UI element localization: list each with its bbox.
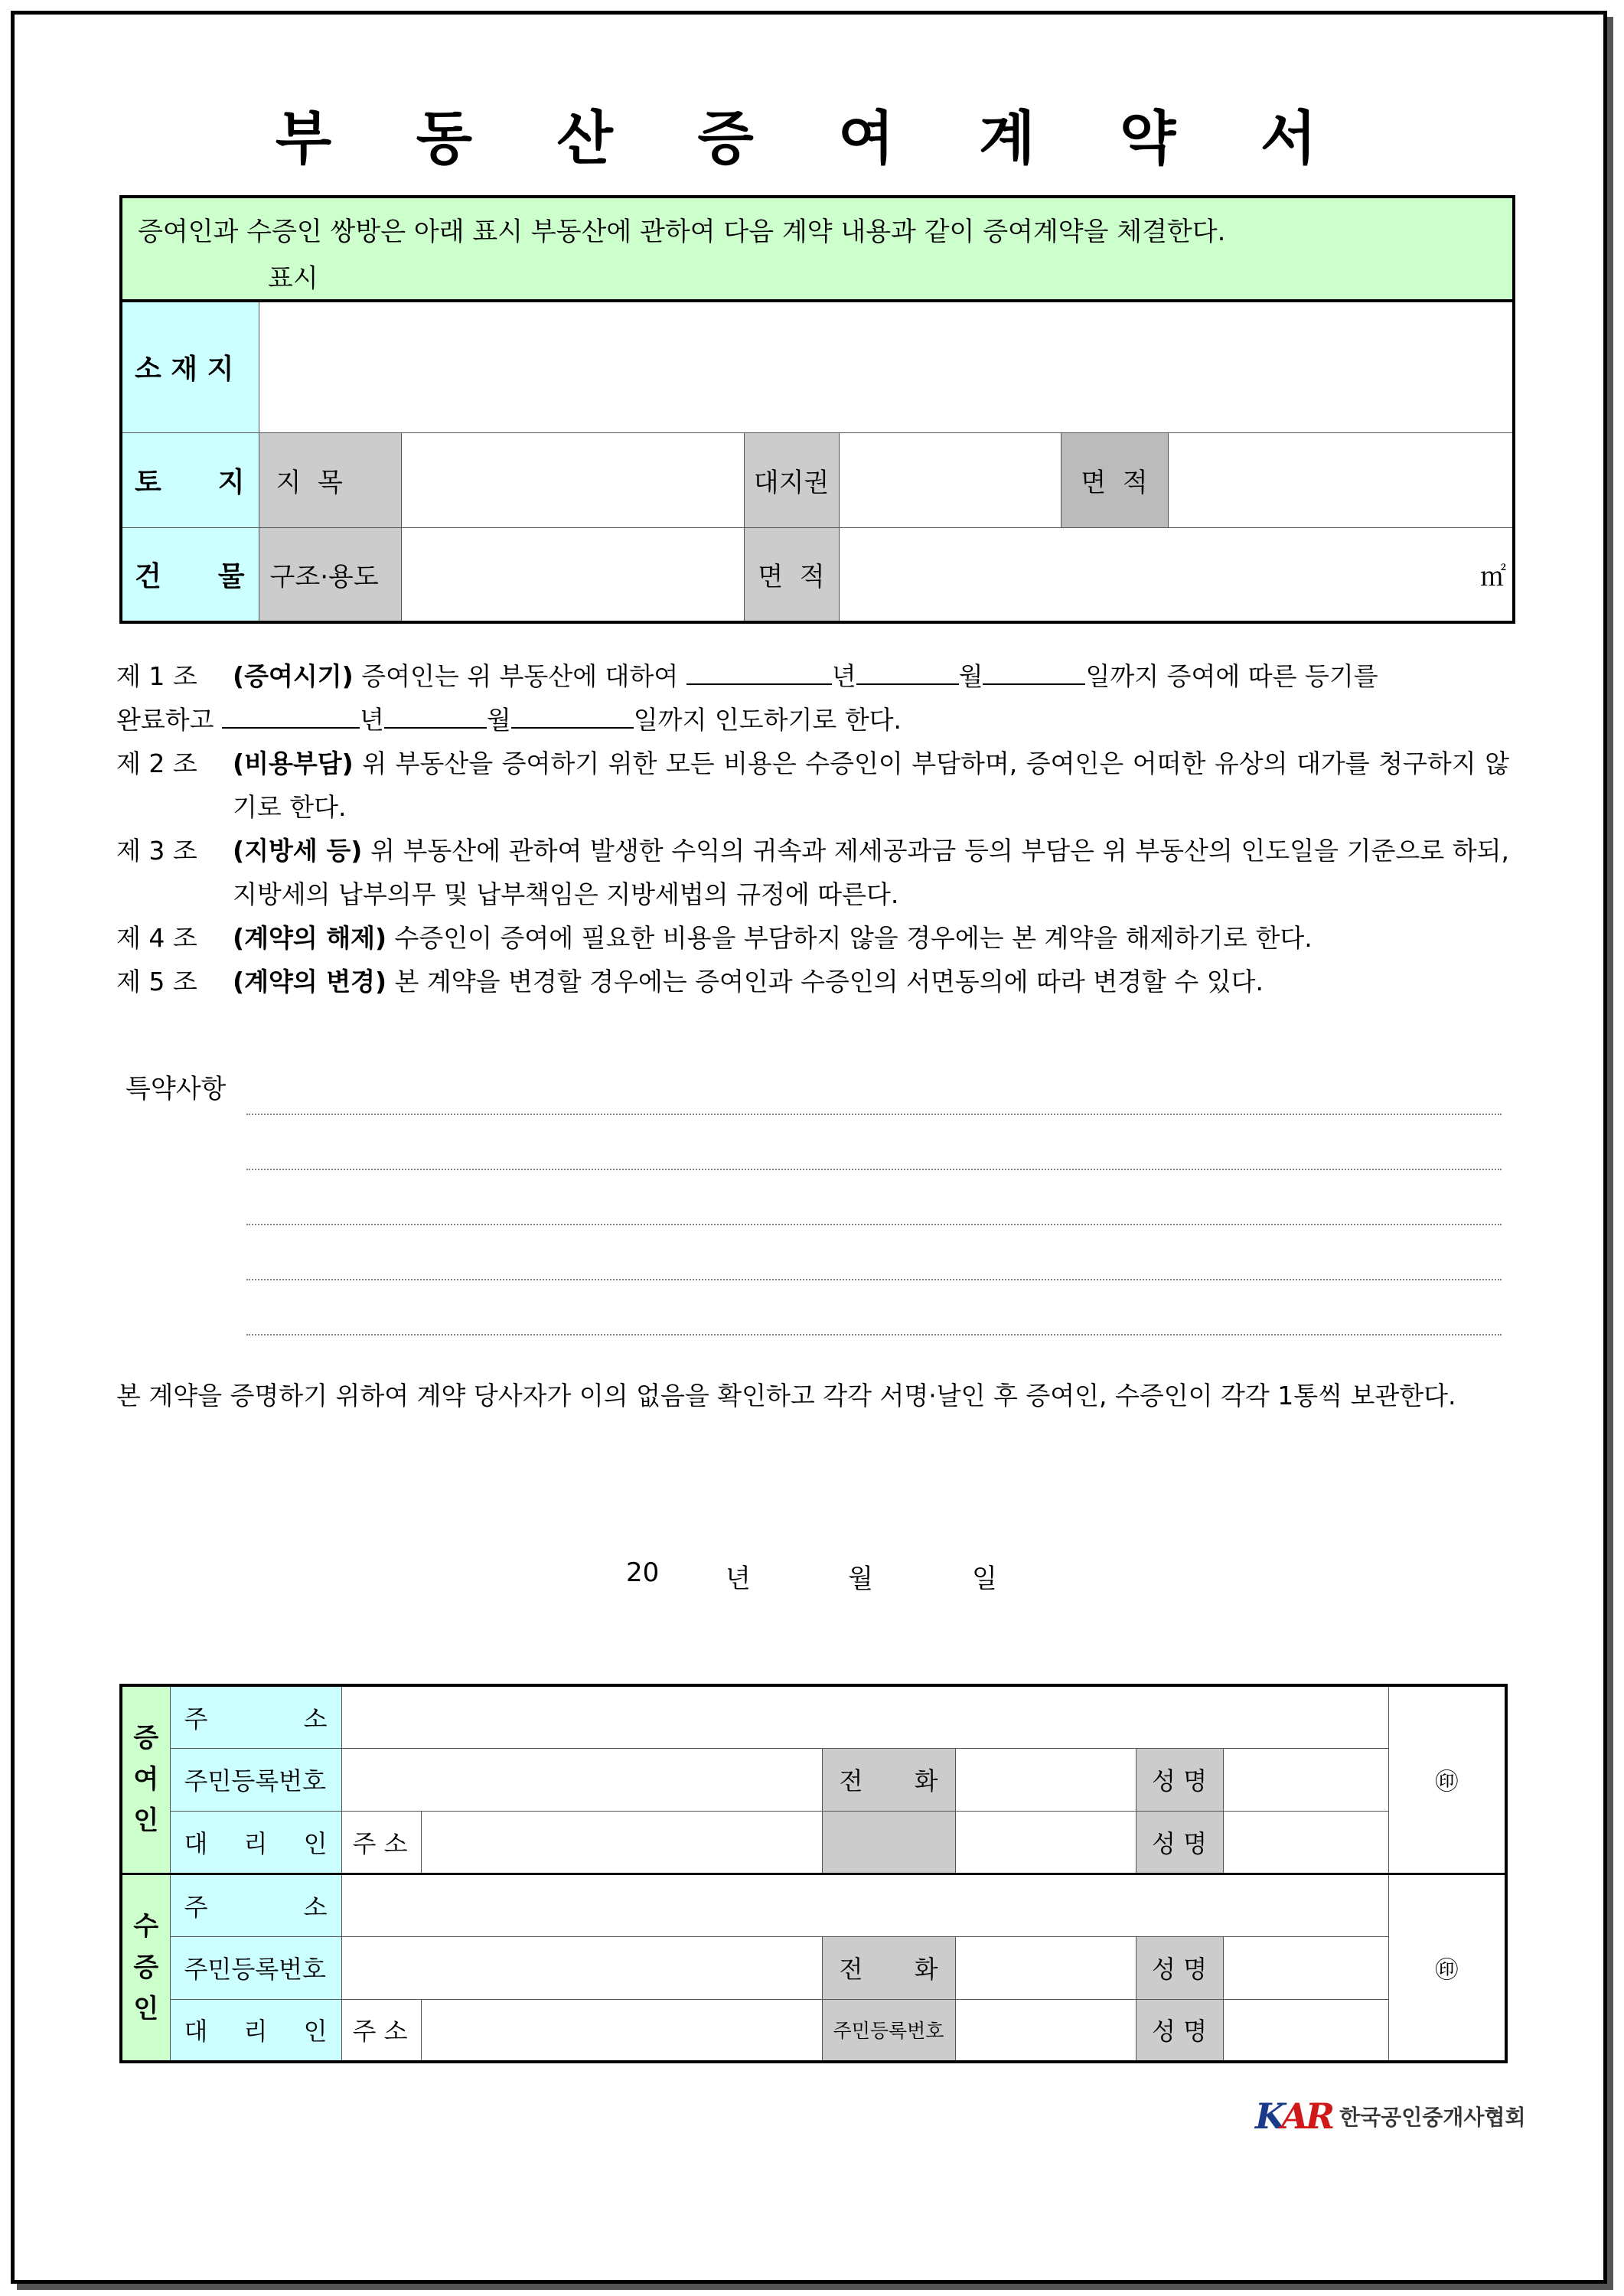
donor-address-label: 주 소	[170, 1685, 341, 1748]
donor-seal: ㊞	[1388, 1685, 1506, 1874]
donor-name-label: 성 명	[1136, 1748, 1223, 1811]
land-right-field[interactable]	[839, 432, 1061, 527]
intro-display-label: 표시	[268, 263, 318, 294]
building-structure-label: 구조·용도	[259, 527, 401, 622]
land-category-label: 지 목	[259, 432, 401, 527]
donee-agent-label: 대 리 인	[170, 1999, 341, 2062]
donor-name-field[interactable]	[1223, 1748, 1388, 1811]
donee-phone-field[interactable]	[955, 1936, 1136, 1999]
donee-agent-address-label: 주 소	[341, 1999, 421, 2062]
donee-role-label: 수 증 인	[121, 1874, 170, 2062]
donor-role-label: 증 여 인	[121, 1685, 170, 1874]
delivery-year-blank[interactable]	[222, 700, 360, 729]
land-area-field[interactable]	[1168, 432, 1514, 527]
land-category-field[interactable]	[401, 432, 744, 527]
donee-agent-resident-no-field[interactable]	[955, 1999, 1136, 2062]
donor-phone-label: 전 화	[822, 1748, 955, 1811]
donor-agent-name-label: 성 명	[1136, 1811, 1223, 1874]
building-area-field[interactable]	[839, 527, 1514, 622]
location-label: 소 재 지	[121, 301, 259, 432]
donee-name-field[interactable]	[1223, 1936, 1388, 1999]
area-unit: ㎡	[1480, 561, 1507, 592]
article-2: 제 2 조 (비용부담) 위 부동산을 증여하기 위한 모든 비용은 수증인이 부담하며, 증여인은 어떠한 유상의 대가를 청구하지 않기로 한다.	[116, 748, 1509, 822]
donor-resident-no-field[interactable]	[341, 1748, 822, 1811]
donee-address-label: 주 소	[170, 1874, 341, 1936]
donor-agent-address-label: 주 소	[341, 1811, 421, 1874]
special-terms-line[interactable]	[246, 1114, 1502, 1115]
donor-agent-name-field[interactable]	[1223, 1811, 1388, 1874]
closing-statement: 본 계약을 증명하기 위하여 계약 당사자가 이의 없음을 확인하고 각각 서명·날인 후 증여인, 수증인이 각각 1통씩 보관한다.	[116, 1381, 1456, 1411]
special-terms-line[interactable]	[246, 1334, 1502, 1336]
donee-address-field[interactable]	[341, 1874, 1388, 1936]
land-label: 토 지	[121, 432, 259, 527]
building-structure-field[interactable]	[401, 527, 744, 622]
transfer-month-blank[interactable]	[856, 656, 959, 685]
transfer-year-blank[interactable]	[686, 656, 832, 685]
donee-agent-address-field[interactable]	[421, 1999, 822, 2062]
special-terms-line[interactable]	[246, 1224, 1502, 1225]
articles-section: 제 1 조 (증여시기) 증여인는 위 부동산에 대하여 년 월 일까지 증여에 따른 등기를 완료하고 년 월 일까지 인도하기로 한다. 제 2 조 (비용부담) 위 부동산을 증여하기 위한 모든 비용은 수증인이 부담하며, 증여인은 어떠한 유상의 대가를 청구하지 않기로 한다. 제 3 조 (지방세 등) 위 부동산에 관하여 발생한 수익의 귀속과 제세공과금 등의 부담은 위 부동산의 인도일을 기준으로 하되, 지방세의 납부의무 및 납부책임은 지방세법의 규정에 따른다. 제 4 조 (계약의 해제) 수증인이 증여에 필요한 비용을 부담하지 않을 경우에는 본 계약을 해제하기로 한다. 제 5 조 (계약의 변경) 본 계약을 변경할 경우에는 증여인과 수증인의 서면동의에 따라 변경할 수 있다.	[116, 654, 1509, 1003]
donee-agent-name-label: 성 명	[1136, 1999, 1223, 2062]
intro-cell	[121, 197, 1514, 301]
donee-resident-no-label: 주민등록번호	[170, 1936, 341, 1999]
delivery-day-blank[interactable]	[511, 700, 634, 729]
building-label: 건 물	[121, 527, 259, 622]
property-table	[119, 195, 1515, 624]
donee-agent-resident-no-label: 주민등록번호	[822, 1999, 955, 2062]
donee-phone-label: 전 화	[822, 1936, 955, 1999]
document-title: 부 동 산 증 여 계 약 서	[275, 104, 1349, 172]
land-area-label: 면 적	[1061, 432, 1168, 527]
special-terms-line[interactable]	[246, 1169, 1502, 1170]
party-table	[119, 1684, 1508, 2063]
donee-seal: ㊞	[1388, 1874, 1506, 2062]
donor-phone-field[interactable]	[955, 1748, 1136, 1811]
land-right-label: 대지권	[744, 432, 839, 527]
special-terms-label: 특약사항	[126, 1074, 227, 1104]
date-prefix: 20	[626, 1557, 660, 1588]
date-month: 월	[848, 1564, 873, 1594]
donee-agent-name-field[interactable]	[1223, 1999, 1388, 2062]
delivery-month-blank[interactable]	[384, 700, 487, 729]
donor-resident-no-label: 주민등록번호	[170, 1748, 341, 1811]
organization-name: 한국공인중개사협회	[1339, 2105, 1526, 2130]
article-3: 제 3 조 (지방세 등) 위 부동산에 관하여 발생한 수익의 귀속과 제세공과금 등의 부담은 위 부동산의 인도일을 기준으로 하되, 지방세의 납부의무 및 납부책임은 지방세법의 규정에 따른다.	[116, 836, 1509, 909]
donor-agent-label: 대 리 인	[170, 1811, 341, 1874]
date-year: 년	[726, 1564, 751, 1594]
transfer-day-blank[interactable]	[983, 656, 1085, 685]
intro-text: 증여인과 수증인 쌍방은 아래 표시 부동산에 관하여 다음 계약 내용과 같이 증여계약을 체결한다.	[138, 217, 1226, 247]
donor-agent-extra-field[interactable]	[955, 1811, 1136, 1874]
donor-agent-address-field[interactable]	[421, 1811, 822, 1874]
article-5: 제 5 조 (계약의 변경) 본 계약을 변경할 경우에는 증여인과 수증인의 서면동의에 따라 변경할 수 있다.	[116, 967, 1264, 996]
donee-resident-no-field[interactable]	[341, 1936, 822, 1999]
kar-logo	[1255, 2095, 1526, 2137]
article-1-title: (증여시기)	[233, 661, 354, 691]
article-4: 제 4 조 (계약의 해제) 수증인이 증여에 필요한 비용을 부담하지 않을 경우에는 본 계약을 해제하기로 한다.	[116, 923, 1313, 953]
date-day: 일	[972, 1564, 997, 1594]
article-1: 제 1 조 (증여시기) 증여인는 위 부동산에 대하여 년 월 일까지 증여에 따른 등기를	[116, 654, 1509, 698]
special-terms-line[interactable]	[246, 1279, 1502, 1280]
location-field[interactable]	[259, 301, 1514, 432]
donee-name-label: 성 명	[1136, 1936, 1223, 1999]
kar-logo-mark: KAR	[1255, 2095, 1332, 2137]
donor-address-field[interactable]	[341, 1685, 1388, 1748]
building-area-label: 면 적	[744, 527, 839, 622]
donor-agent-blank-cell	[822, 1811, 955, 1874]
